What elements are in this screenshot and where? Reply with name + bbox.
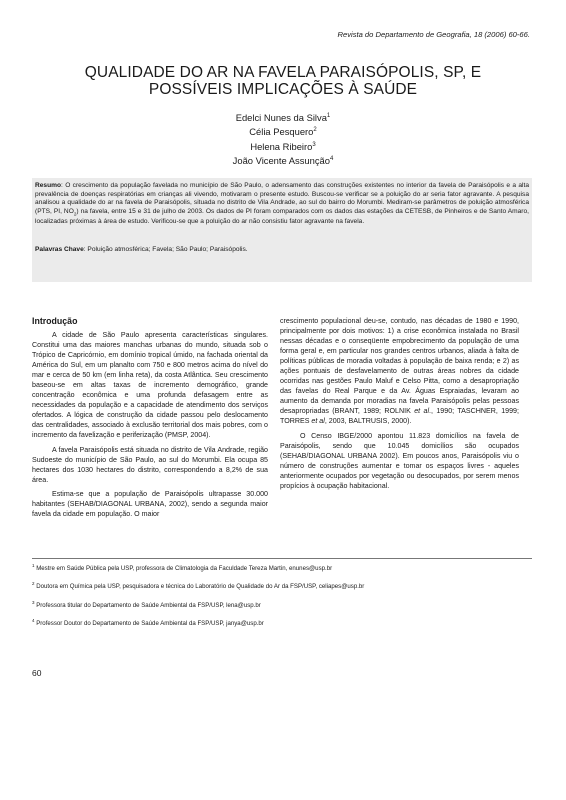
abstract-label: Resumo (35, 182, 62, 189)
paragraph: A cidade de São Paulo apresenta características singulares. Constitui uma das maiores manchas urbanas do mundo, situada sob o Trópico de Capricórnio, em domínio tropical úmido, na fachada oriental da América do Sul, em um planalto com 750 e 800 metros acima do nível do mar e cerca de 50 km (em linha reta), da costa Atlântica. Seu crescimento baseou-se em altas taxas de incremento demográfico, grande concentração econômica e uma profunda defasagem entre as necessidades da população e a capacidade de atendimento dos serviços ofertados. A lógica de construção da cidade passou pelo deslocamento das centralidades, associado à exclusão territorial dos mais pobres, com o incremento da favelização e periferização (PMSP, 2004). (32, 331, 268, 440)
footnote-mark: 3 (312, 141, 316, 148)
footnote-mark: 1 (326, 113, 331, 119)
paragraph: A favela Paraisópolis está situada no distrito de Vila Andrade, região Sudoeste do município de São Paulo, ao sul do Morumbi. Ela ocupa 85 hectares dos 1030 hectares do distrito, correspondendo a 8,2% de sua área. (32, 445, 268, 484)
journal-header: Revista do Departamento de Geografia, 18 (2006) 60-66. (337, 30, 530, 39)
body-column-right (280, 316, 519, 495)
article-title (30, 64, 536, 98)
author-list (0, 110, 566, 168)
abstract-box (32, 178, 532, 282)
author: Edelci Nunes da Silva$^1$ (235, 112, 331, 124)
title-line-1: QUALIDADE DO AR NA FAVELA PARAISÓPOLIS, SP, E (84, 64, 482, 81)
author: João Vicente Assunção$^4$ (232, 155, 334, 167)
footnote: $^3$ Professora titular do Departamento de Saúde Ambiental da FSP/USP, lena@usp.br (32, 599, 261, 609)
footnote: $^4$ Professor Doutor do Departamento de Saúde Ambiental da FSP/USP, janya@usp.br (32, 617, 264, 628)
footnote: $^1$ Mestre em Saúde Pública pela USP, professora de Climatologia da Faculdade Tereza Martin, enunes@usp.br (32, 563, 333, 573)
footnote: $^2$ Doutora em Química pela USP, pesquisadora e técnica do Laboratório de Qualidade do Ar da FSP/USP, celiapes@usp.br (32, 581, 365, 591)
footnote-mark: 2 (313, 127, 317, 134)
body-column-left (32, 316, 268, 523)
paragraph: crescimento populacional deu-se, contudo, nas décadas de 1980 e 1990, principalmente por dois motivos: 1) a crise econômica instalada no Brasil nessas décadas e o conseqüente empobrecimento da população de uma forma geral e, em particular nos grandes centros urbanos, aliada à falta de políticas públicas de moradia voltadas à população de baixa renda; e 2) as ações pontuais de desfavelamento de outras áreas nobres da cidade ocorridas nas gestões Paulo Maluf e Celso Pitta, como a desapropriação das favelas do Real Parque e da Av. Águas Espraiadas, levaram ao aumento da demanda por moradias na favela Paraisópolis pelas pessoas desapropriadas (BRANT, 1989; ROLNIK et al., 1990; TASCHNER, 1999; TORRES et al, 2003, BALTRUSIS, 2000). (280, 317, 519, 426)
page-number: 60 (32, 668, 42, 678)
author: Célia Pesquero$^2$ (249, 126, 317, 138)
footnotes (32, 558, 532, 635)
title-line-2: POSSÍVEIS IMPLICAÇÕES À SAÚDE (148, 81, 418, 98)
footnote-mark: 4 (329, 156, 334, 163)
keywords: Palavras Chave: Poluição atmosférica; Favela; São Paulo; Paraisópolis. (35, 246, 248, 253)
author: Helena Ribeiro$^3$ (250, 140, 316, 152)
paragraph: Estima-se que a população de Paraisópolis ultrapasse 30.000 habitantes (SEHAB/DIAGONAL URBANA, 2002), sendo a segunda maior favela da cidade em população. O maior (32, 489, 268, 518)
abstract: Resumo: O crescimento da população favelada no município de São Paulo, o adensamento das construções existentes no interior da favela de Paraisópolis e a alta prevalência de doenças respiratórias em crianças ali vivendo, motivaram o presente estudo. Buscou-se verificar se a poluição do ar seria fator agravante. A pesquisa analisou a qualidade do ar na favela de Paraisópolis, situada no distrito de Vila Andrade, ao sul do bairro do Morumbi. Mediram-se parâmetros de poluição atmosférica (PTS, PI, $NO_2$) na favela, entre 15 e 31 de julho de 2003. Os dados de PI foram comparados com os dados das estações da CETESB, de Pinheiros e de Santo Amaro, localizadas próximas à área de estudo. Verificou-se que a poluição do ar não consistiu fator agravante na favela. (35, 182, 530, 226)
paragraph: O Censo IBGE/2000 apontou 11.823 domicílios na favela de Paraisópolis, sendo que 10.045 domicílios são ocupados (SEHAB/DIAGONAL URBANA 2002). Em poucos anos, Paraisópolis viu o número de construções aumentar e tomar os espaços livres - aqueles anteriormente ocupados por vegetação ou desocupados, por serem menos propícios à ocupação habitacional. (280, 431, 519, 490)
keywords-label: Palavras Chave (35, 246, 84, 253)
section-heading: Introdução (32, 316, 78, 326)
